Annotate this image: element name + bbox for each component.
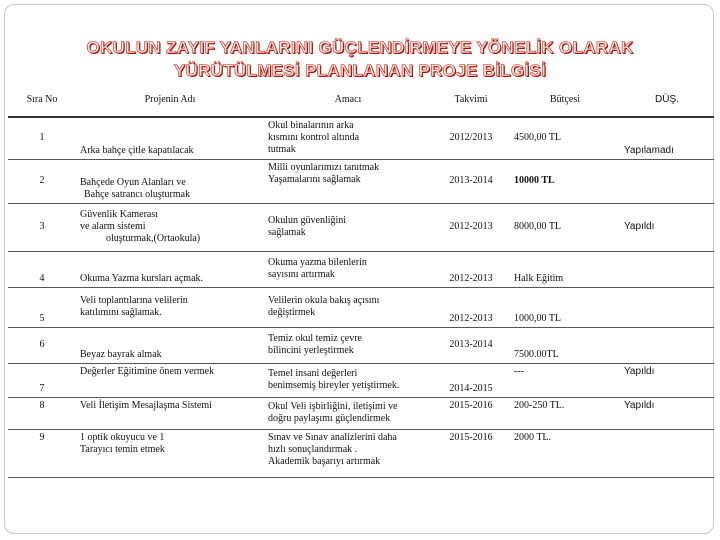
row-no: 8 bbox=[8, 397, 76, 429]
project-purpose bbox=[264, 287, 432, 327]
project-schedule: 2014-2015 bbox=[432, 363, 510, 397]
table-row bbox=[8, 363, 714, 397]
name-line: oluşturmak,(Ortaokula) bbox=[106, 233, 201, 244]
project-schedule: 2015-2016 bbox=[432, 429, 510, 477]
purpose-line: benimsemiş bireyler yetiştirmek. bbox=[268, 380, 400, 391]
name-line: 1 optik okuyucu ve 1 bbox=[80, 431, 165, 443]
name-line: Bahçede Oyun Alanları ve bbox=[80, 176, 186, 188]
purpose-line: hızlı sonuçlandırmak . bbox=[268, 443, 358, 455]
row-no: 4 bbox=[8, 251, 76, 287]
purpose-line: Okuma yazma bilenlerin bbox=[268, 257, 367, 268]
project-status: Yapıldı bbox=[620, 203, 714, 251]
project-name: Arka bahçe çitle kapatılacak bbox=[76, 117, 264, 159]
purpose-line: Sınav ve Sınav analizlerini daha bbox=[268, 431, 397, 443]
project-name: Okuma Yazma kursları açmak. bbox=[76, 251, 264, 287]
name-line: Tarayıcı temin etmek bbox=[80, 443, 165, 455]
name-line: Bahçe satrancı oluşturmak bbox=[84, 188, 191, 200]
purpose-line: Milli oyunlarımızı tanıtmak bbox=[268, 161, 380, 173]
purpose-line: sayısını artırmak bbox=[268, 269, 335, 280]
name-line: ve alarm sistemi bbox=[80, 221, 146, 232]
project-table bbox=[8, 84, 714, 478]
purpose-line: Temiz okul temiz çevre bbox=[268, 333, 362, 344]
header-purpose: Amacı bbox=[264, 84, 432, 117]
project-budget: Halk Eğitim bbox=[510, 251, 620, 287]
project-purpose bbox=[264, 203, 432, 251]
project-status bbox=[620, 287, 714, 327]
project-schedule: 2013-2014 bbox=[432, 159, 510, 203]
row-no: 7 bbox=[8, 363, 76, 397]
purpose-line: Okul binalarının arka bbox=[268, 120, 354, 132]
purpose-line: doğru paylaşımı güçlendirmek bbox=[268, 413, 391, 424]
project-schedule: 2012/2013 bbox=[432, 117, 510, 159]
header-schedule: Takvimi bbox=[432, 84, 510, 117]
project-schedule: 2012-2013 bbox=[432, 287, 510, 327]
purpose-line: Okul Veli işbirliğini, iletişimi ve bbox=[268, 401, 398, 412]
project-budget: 2000 TL. bbox=[510, 429, 620, 477]
table-row bbox=[8, 327, 714, 363]
project-schedule: 2012-2013 bbox=[432, 251, 510, 287]
row-no: 2 bbox=[8, 159, 76, 203]
project-budget: --- bbox=[510, 363, 620, 397]
project-budget: 1000,00 TL bbox=[510, 287, 620, 327]
page-title-line-1: OKULUN ZAYIF YANLARINI GÜÇLENDİRMEYE YÖNELİK OLARAK bbox=[86, 38, 634, 57]
header-status: DÜŞ. bbox=[620, 84, 714, 117]
purpose-line: Akademik başarıyı artırmak bbox=[268, 455, 381, 467]
purpose-line: sağlamak bbox=[268, 227, 306, 238]
header-name: Projenin Adı bbox=[76, 84, 264, 117]
project-budget: 10000 TL bbox=[510, 159, 620, 203]
purpose-line: Temel insani değerleri bbox=[268, 368, 358, 379]
table-row bbox=[8, 429, 714, 477]
table-row bbox=[8, 159, 714, 203]
project-purpose bbox=[264, 397, 432, 429]
page-title-line-2: YÜRÜTÜLMESİ PLANLANAN PROJE BİLGİSİ bbox=[173, 61, 547, 80]
project-purpose bbox=[264, 327, 432, 363]
project-status: Yapıldı bbox=[620, 363, 714, 397]
project-name: Veli İletişim Mesajlaşma Sistemi bbox=[76, 397, 264, 429]
project-budget: 7500.00TL bbox=[510, 327, 620, 363]
project-status: Yapıldı bbox=[620, 397, 714, 429]
project-name bbox=[76, 159, 264, 203]
purpose-line: Yaşamalarını sağlamak bbox=[268, 173, 361, 185]
row-no: 3 bbox=[8, 203, 76, 251]
purpose-line: kısmını kontrol altında bbox=[268, 132, 360, 144]
purpose-line: Okulun güvenliğini bbox=[268, 215, 347, 226]
name-line: Güvenlik Kamerası bbox=[80, 209, 159, 220]
project-name bbox=[76, 287, 264, 327]
purpose-line: tutmak bbox=[268, 144, 296, 156]
project-schedule: 2015-2016 bbox=[432, 397, 510, 429]
project-name bbox=[76, 429, 264, 477]
table-header-row bbox=[8, 84, 714, 117]
row-no: 1 bbox=[8, 117, 76, 159]
project-name: Beyaz bayrak almak bbox=[76, 327, 264, 363]
table-row bbox=[8, 251, 714, 287]
project-purpose bbox=[264, 429, 432, 477]
project-status bbox=[620, 327, 714, 363]
table-row bbox=[8, 397, 714, 429]
project-purpose bbox=[264, 251, 432, 287]
row-no: 6 bbox=[8, 327, 76, 363]
project-purpose bbox=[264, 363, 432, 397]
project-name: Değerler Eğitimine önem vermek bbox=[76, 363, 264, 397]
project-purpose bbox=[264, 159, 432, 203]
purpose-line: Velilerin okula bakış açısını bbox=[268, 295, 380, 306]
project-budget: 4500,00 TL bbox=[510, 117, 620, 159]
project-schedule: 2012-2013 bbox=[432, 203, 510, 251]
table-row bbox=[8, 203, 714, 251]
header-budget: Bütçesi bbox=[510, 84, 620, 117]
project-status bbox=[620, 159, 714, 203]
table-row bbox=[8, 117, 714, 159]
project-status: Yapılamadı bbox=[620, 117, 714, 159]
project-budget: 8000,00 TL bbox=[510, 203, 620, 251]
purpose-line: bilincini yerleştirmek bbox=[268, 345, 354, 356]
purpose-line: değiştirmek bbox=[268, 307, 316, 318]
row-no: 5 bbox=[8, 287, 76, 327]
project-budget: 200-250 TL. bbox=[510, 397, 620, 429]
table-row bbox=[8, 287, 714, 327]
project-status bbox=[620, 429, 714, 477]
name-line: Veli toplantılarına velilerin bbox=[80, 295, 188, 306]
project-schedule: 2013-2014 bbox=[432, 327, 510, 363]
name-line: katılımını sağlamak. bbox=[80, 307, 162, 318]
row-no: 9 bbox=[8, 429, 76, 477]
project-purpose bbox=[264, 117, 432, 159]
project-status bbox=[620, 251, 714, 287]
project-name bbox=[76, 203, 264, 251]
header-no: Sıra No bbox=[8, 84, 76, 117]
